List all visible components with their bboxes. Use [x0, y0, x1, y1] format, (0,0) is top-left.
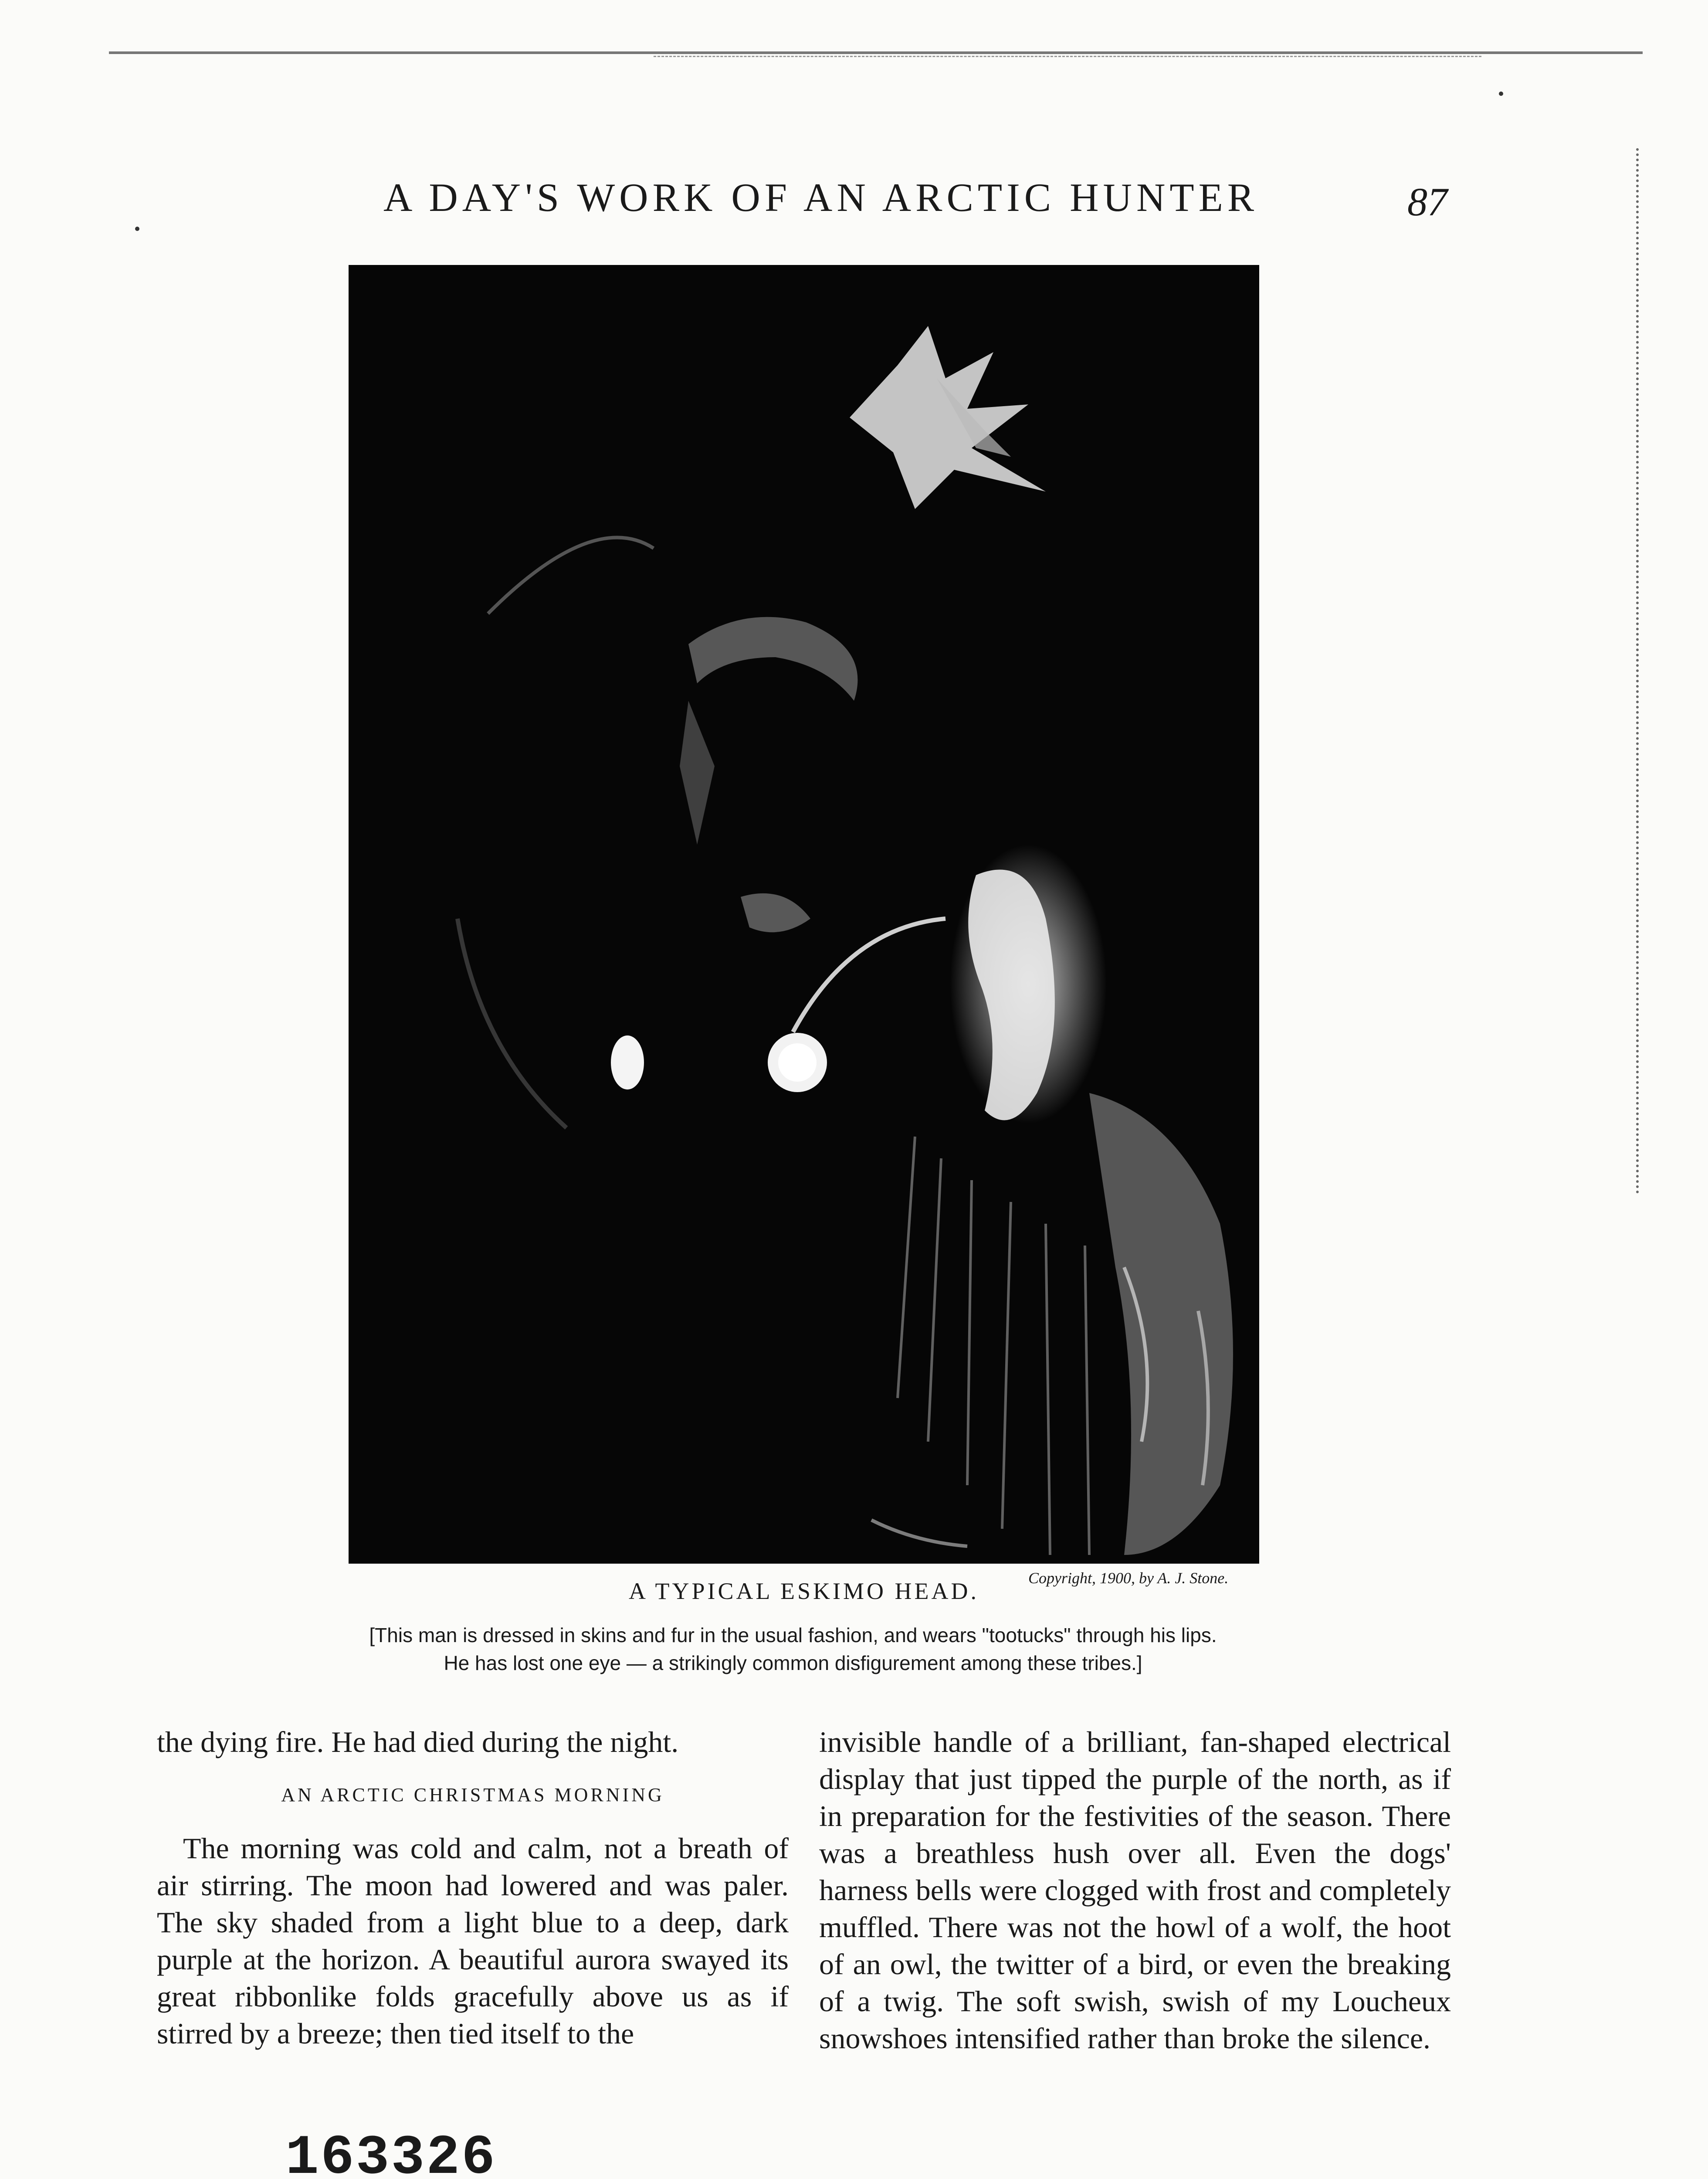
accession-stamp: 163326 — [285, 2127, 497, 2179]
section-heading: AN ARCTIC CHRISTMAS MORNING — [281, 1784, 664, 1806]
top-rule — [109, 51, 1643, 54]
caption-line: [This man is dressed in skins and fur in the usual fashion, and wears "tootucks" through his lips. — [369, 1624, 1217, 1646]
figure-caption-title: A TYPICAL ESKIMO HEAD. — [628, 1578, 979, 1604]
body-paragraph: The morning was cold and calm, not a breath of air stirring. The moon had lowered and was paler. The sky shaded from a light blue to a deep, dark purple at the horizon. A beautiful aurora swayed its great ribbonlike folds gracefully above us as if stirred by a breeze; then tied itself to the — [157, 1832, 789, 2050]
eskimo-portrait-photo — [349, 265, 1259, 1564]
margin-dots — [1636, 148, 1639, 1194]
opening-paragraph: the dying fire. He had died during the night. — [157, 1725, 679, 1758]
page-number: 87 — [1407, 180, 1447, 224]
eskimo-portrait-illustration — [349, 265, 1259, 1564]
print-speck — [135, 227, 139, 231]
figure-caption-text — [244, 1621, 1342, 1677]
caption-line: He has lost one eye — a strikingly common disfigurement among these tribes.] — [444, 1652, 1142, 1674]
left-column — [157, 1724, 789, 2052]
photo-copyright: Copyright, 1900, by A. J. Stone. — [1028, 1569, 1229, 1587]
top-rule-dashed — [654, 56, 1481, 57]
print-speck — [1499, 92, 1503, 96]
right-column — [819, 1724, 1451, 2057]
body-paragraph: invisible handle of a brilliant, fan-shaped electrical display that just tipped the purple of the north, as if in preparation for the festivities of the season. There was a breathless hush over all. Even the dogs' harness bells were clogged with frost and completely muffled. There was not the howl of a wolf, the hoot of an owl, the twitter of a bird, or even the breaking of a twig. The soft swish, swish of my Loucheux snowshoes intensified rather than broke the silence. — [819, 1725, 1451, 2055]
running-title: A DAY'S WORK OF AN ARCTIC HUNTER — [383, 175, 1259, 220]
